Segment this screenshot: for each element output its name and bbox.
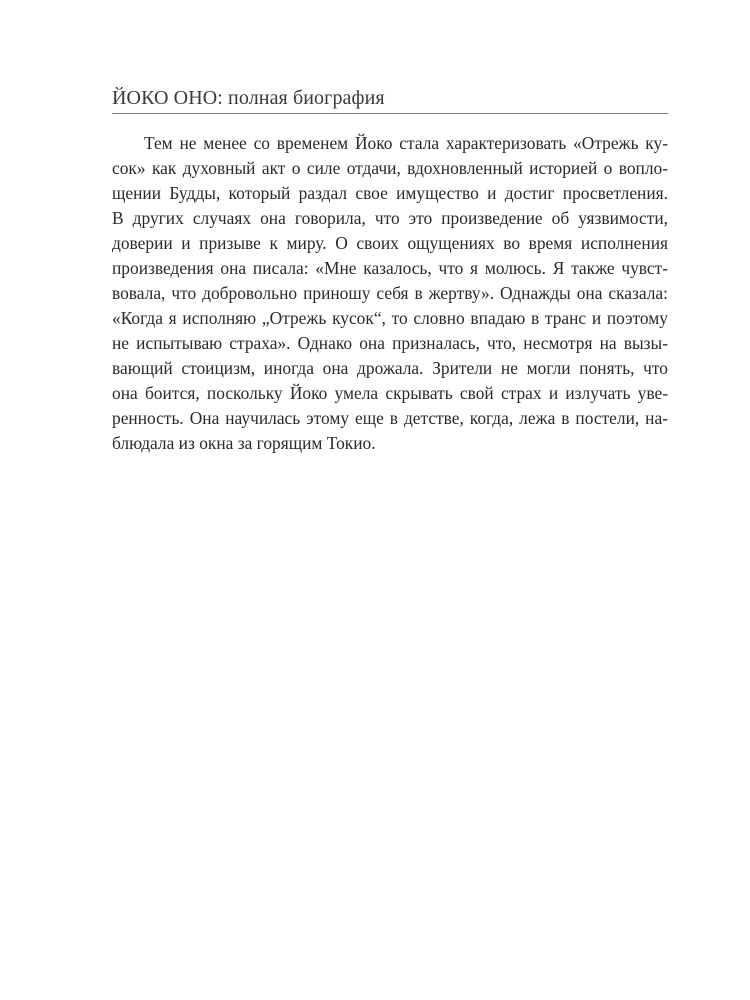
body-paragraph <box>112 131 668 456</box>
text-line: вовала, что добровольно приношу себя в жертву». Однажды она сказала: <box>112 283 668 303</box>
text-line: сок» как духовный акт о силе отдачи, вдохновленный историей о вопло- <box>112 158 668 178</box>
text-line: щении Будды, который раздал свое имущество и достиг просветления. <box>112 183 668 203</box>
text-line: произведения она писала: «Мне казалось, что я молюсь. Я также чувст- <box>112 258 668 278</box>
text-line: «Когда я исполняю „Отрежь кусок“, то словно впадаю в транс и поэтому <box>112 308 668 328</box>
text-line: В других случаях она говорила, что это произведение об уязвимости, <box>112 208 668 228</box>
text-line: Тем не менее со временем Йоко стала характеризовать «Отрежь ку- <box>144 133 668 153</box>
text-line: ренность. Она научилась этому еще в детстве, когда, лежа в постели, на- <box>112 408 668 428</box>
text-line: доверии и призыве к миру. О своих ощущениях во время исполнения <box>112 233 668 253</box>
text-line: блюдала из окна за горящим Токио. <box>112 433 376 453</box>
header-rule <box>112 113 668 114</box>
text-line: вающий стоицизм, иногда она дрожала. Зрители не могли понять, что <box>112 358 668 378</box>
text-line: она боится, поскольку Йоко умела скрывать свой страх и излучать уве- <box>112 383 668 403</box>
text-line: не испытываю страха». Однако она призналась, что, несмотря на вызы- <box>112 333 668 353</box>
running-head-title: ЙОКО ОНО: полная биография <box>112 87 385 109</box>
